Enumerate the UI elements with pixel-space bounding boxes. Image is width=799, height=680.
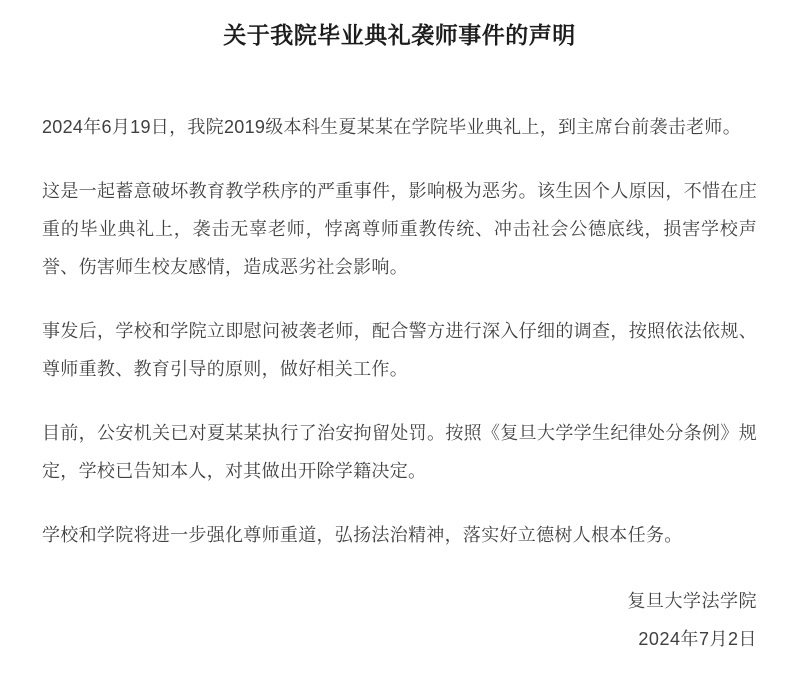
statement-paragraph-condemnation: 这是一起蓄意破坏教育教学秩序的严重事件，影响极为恶劣。该生因个人原因，不惜在庄重的毕业典礼上，袭击无辜老师，悖离尊师重教传统、冲击社会公德底线，损害学校声誉、伤害师生校友感情，造成恶劣社会影响。 <box>42 181 757 277</box>
statement-title: 关于我院毕业典礼袭师事件的声明 <box>223 22 576 48</box>
statement-paragraph-incident: 2024年6月19日，我院2019级本科生夏某某在学院毕业典礼上，到主席台前袭击老师。 <box>42 117 742 137</box>
signature-block <box>42 582 757 658</box>
signature-date: 2024年7月2日 <box>638 629 757 649</box>
statement-paragraph-response: 事发后，学校和学院立即慰问被袭老师，配合警方进行深入仔细的调查，按照依法依规、尊师重教、教育引导的原则，做好相关工作。 <box>42 321 757 379</box>
statement-paragraph-punishment: 目前，公安机关已对夏某某执行了治安拘留处罚。按照《复旦大学学生纪律处分条例》规定，学校已告知本人，对其做出开除学籍决定。 <box>42 423 757 481</box>
signature-organization: 复旦大学法学院 <box>627 591 757 611</box>
statement-body <box>42 108 757 554</box>
statement-paragraph-commitment: 学校和学院将进一步强化尊师重道，弘扬法治精神，落实好立德树人根本任务。 <box>42 525 683 545</box>
